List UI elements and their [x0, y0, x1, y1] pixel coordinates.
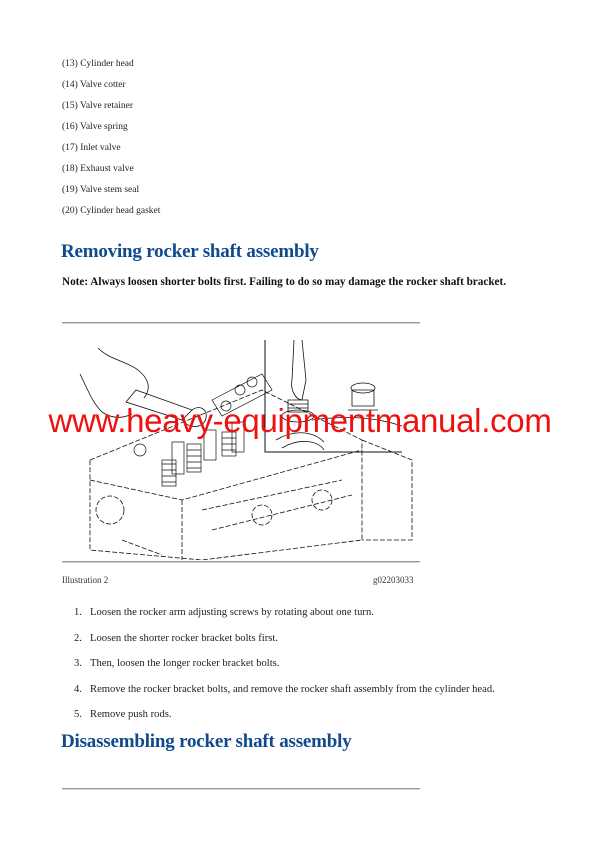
step-number: 2.: [74, 632, 82, 644]
step-number: 1.: [74, 607, 82, 618]
section-title-removing: Removing rocker shaft assembly: [61, 241, 319, 262]
step-number: 5.: [74, 709, 82, 720]
engine-line-drawing: [62, 330, 422, 560]
parts-list-item: (20) Cylinder head gasket: [62, 206, 161, 216]
divider: [62, 788, 420, 790]
step-text: Remove push rods.: [90, 709, 172, 720]
parts-list-item: (17) Inlet valve: [62, 143, 121, 153]
parts-list-item: (14) Valve cotter: [62, 80, 126, 90]
steps-list: [74, 600, 495, 728]
divider: [62, 561, 420, 563]
watermark-text: www.heavy-equipmentmanual.com: [48, 402, 552, 439]
step-text: Remove the rocker bracket bolts, and remove the rocker shaft assembly from the cylinder head.: [90, 683, 495, 695]
parts-list-item: (13) Cylinder head: [62, 59, 134, 69]
parts-list: [62, 54, 160, 222]
parts-list-item: (18) Exhaust valve: [62, 164, 134, 174]
illustration-figure: [62, 330, 422, 560]
divider: [62, 322, 420, 324]
step-item: [74, 651, 495, 677]
step-text: Loosen the rocker arm adjusting screws by rotating about one turn.: [90, 607, 374, 618]
parts-list-item: (15) Valve retainer: [62, 101, 134, 111]
step-item: [74, 626, 495, 652]
note-text: Note: Always loosen shorter bolts first. Failing to do so may damage the rocker shaft bracket.: [62, 276, 507, 288]
step-number: 4.: [74, 683, 82, 695]
step-item: [74, 600, 495, 626]
section-title-disassembling: Disassembling rocker shaft assembly: [61, 731, 352, 752]
parts-list-item: (19) Valve stem seal: [62, 185, 140, 195]
illustration-id: g02203033: [373, 575, 414, 585]
step-number: 3.: [74, 658, 82, 669]
step-text: Loosen the shorter rocker bracket bolts first.: [90, 632, 278, 644]
step-item: [74, 702, 495, 728]
parts-list-item: (16) Valve spring: [62, 122, 128, 132]
illustration-label: Illustration 2: [62, 575, 109, 585]
step-text: Then, loosen the longer rocker bracket bolts.: [90, 658, 280, 669]
step-item: [74, 677, 495, 703]
